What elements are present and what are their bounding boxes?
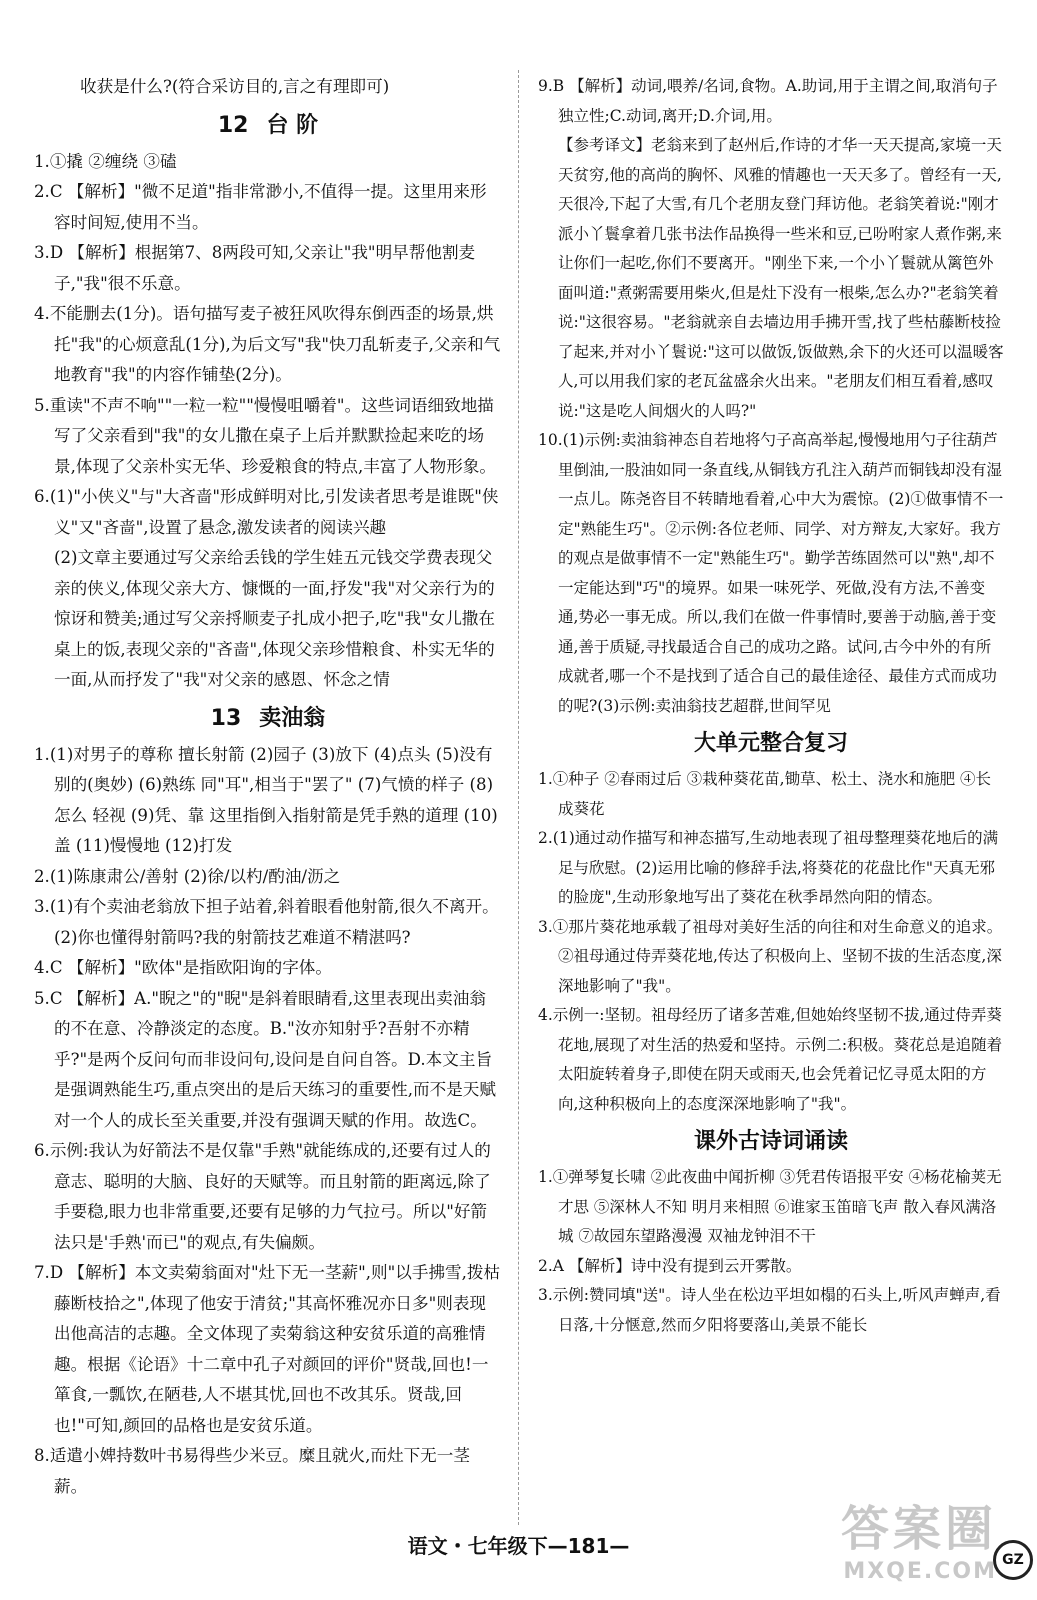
watermark-logo: 答案圈 [840, 1501, 997, 1557]
poetry-heading: 课外古诗词诵读 [693, 1129, 848, 1154]
left-column [34, 72, 502, 1502]
answer-item: 1.(1)对男子的尊称 擅长射箭 (2)园子 (3)放下 (4)点头 (5)没有别的(奥妙) (6)熟练 同"耳",相当于"罢了" (7)气愤的样子 (8)怎么 轻视 (9)凭、靠 这里指倒入指射箭是凭手熟的道理 (10)盖 (11)慢慢地 (12)打发 [34, 744, 498, 855]
right-column [538, 72, 1004, 1340]
answer-item: 2.C 【解析】"微不足道"指非常渺小,不值得一提。这里用来形容时间短,使用不当。 [34, 182, 487, 232]
region-badge: GZ [993, 1540, 1033, 1580]
section-number: 13 [210, 705, 242, 731]
answer-item: 4.不能删去(1分)。语句描写麦子被狂风吹得东倒西歪的场景,烘托"我"的心烦意乱(1分),为后文写"我"快刀乱斩麦子,父亲和气地教育"我"的内容作铺垫(2分)。 [34, 304, 501, 384]
section-13-heading [34, 702, 502, 736]
answer-item: 1.①种子 ②春雨过后 ③栽种葵花苗,锄草、松土、浇水和施肥 ④长成葵花 [538, 770, 991, 818]
column-divider [518, 70, 519, 1525]
answer-item: 2.A 【解析】诗中没有提到云开雾散。 [538, 1256, 802, 1275]
answer-item: 3.D 【解析】根据第7、8两段可知,父亲让"我"明早帮他割麦子,"我"很不乐意。 [34, 243, 476, 293]
answer-item: 5.C 【解析】A."睨之"的"睨"是斜着眼睛看,这里表现出卖油翁的不在意、冷静淡定的态度。B."汝亦知射乎?吾射不亦精乎?"是两个反问句而非设问句,设问是自问自答。D.本文主旨是强调熟能生巧,重点突出的是后天练习的重要性,而不是天赋对一个人的成长至关重要,并没有强调天赋的作用。故选C。 [34, 988, 496, 1130]
reference-translation: 【参考译文】老翁来到了赵州后,作诗的才华一天天提高,家境一天天贫穷,他的高尚的胸怀、风雅的情趣也一天天多了。曾经有一天,天很冷,下起了大雪,有几个老朋友登门拜访他。老翁笑着说:"刚才派小丫鬟拿着几张书法作品换得一些米和豆,已吩咐家人煮作粥,来让你们一起吃,你们不要离开。"刚坐下来,一个小丫鬟就从篱笆外面叫道:"煮粥需要用柴火,但是灶下没有一根柴,怎么办?"老翁笑着说:"这很容易。"老翁就亲自去墙边用手拂开雪,找了些枯藤断枝捡了起来,并对小丫鬟说:"这可以做饭,饭做熟,余下的火还可以温暖客人,可以用我们家的老瓦盆盛余火出来。"老朋友们相互看着,感叹说:"这是吃人间烟火的人吗?" [558, 136, 1004, 420]
answer-item: 1.①撬 ②缠绕 ③磕 [34, 151, 177, 171]
answer-item: (2)文章主要通过写父亲给丢钱的学生娃五元钱交学费表现父亲的侠义,体现父亲大方、慷慨的一面,抒发"我"对父亲行为的惊讶和赞美;通过写父亲捋顺麦子扎成小把子,吃"我"女儿撒在桌上的饭,表现父亲的"吝啬",体现父亲珍惜粮食、朴实无华的一面,从而抒发了"我"对父亲的感恩、怀念之情 [54, 548, 495, 689]
section-12-heading [34, 109, 502, 143]
answer-item: 6.(1)"小侠义"与"大吝啬"形成鲜明对比,引发读者思考是谁既"侠义"又"吝啬",设置了悬念,激发读者的阅读兴趣 [34, 487, 499, 537]
answer-item: 10.(1)示例:卖油翁神态自若地将勺子高高举起,慢慢地用勺子往葫芦里倒油,一股油如同一条直线,从铜钱方孔注入葫芦而铜钱却没有湿一点儿。陈尧咨目不转睛地看着,心中大为震惊。(2)①做事情不一定"熟能生巧"。②示例:各位老师、同学、对方辩友,大家好。我方的观点是做事情不一定"熟能生巧"。勤学苦练固然可以"熟",却不一定能达到"巧"的境界。如果一味死学、死做,没有方法,不善变通,势必一事无成。所以,我们在做一件事情时,要善于动脑,善于变通,善于质疑,寻找最适合自己的成功之路。试问,古今中外的有所成就者,哪一个不是找到了适合自己的最佳途径、最佳方式而成功的呢?(3)示例:卖油翁技艺超群,世间罕见 [538, 431, 1004, 715]
answer-item: 3.①那片葵花地承载了祖母对美好生活的向往和对生命意义的追求。②祖母通过侍弄葵花地,传达了积极向上、坚韧不拔的生活态度,深深地影响了"我"。 [538, 917, 1003, 995]
answer-item: 5.重读"不声不响""一粒一粒""慢慢咀嚼着"。这些词语细致地描写了父亲看到"我"的女儿撒在桌子上后并默默捡起来吃的场景,体现了父亲朴实无华、珍爱粮食的特点,丰富了人物形象。 [34, 395, 496, 476]
answer-item: 4.示例一:坚韧。祖母经历了诸多苦难,但她始终坚韧不拔,通过侍弄葵花地,展现了对生活的热爱和坚持。示例二:积极。葵花总是追随着太阳旋转着身子,即使在阴天或雨天,也会凭着记忆寻觅太阳的方向,这种积极向上的态度深深地影响了"我"。 [538, 1006, 1003, 1113]
answer-item: 7.D 【解析】本文卖菊翁面对"灶下无一茎薪",则"以手拂雪,拨枯藤断枝拾之",体现了他安于清贫;"其高怀雅况亦日多"则表现出他高洁的志趣。全文体现了卖菊翁这种安贫乐道的高雅情趣。根据《论语》十二章中孔子对颜回的评价"贤哉,回也!一箪食,一瓢饮,在陋巷,人不堪其忧,回也不改其乐。贤哉,回也!"可知,颜回的品格也是安贫乐道。 [34, 1263, 501, 1435]
watermark-url: MXQE.COM [843, 1559, 997, 1584]
page-footer: 语文・七年级下—181— [407, 1534, 630, 1558]
answer-item: 9.B 【解析】动词,喂养/名词,食物。A.助词,用于主谓之间,取消句子独立性;C.动词,离开;D.介词,用。 [538, 77, 998, 125]
section-title: 台 阶 [266, 112, 319, 138]
answer-item: 3.示例:赞同填"送"。诗人坐在松边平坦如榻的石头上,听风声蝉声,看日落,十分惬意,然而夕阳将要落山,美景不能长 [538, 1286, 1001, 1334]
answer-item: 8.适遣小婢持数叶书易得些少米豆。糜且就火,而灶下无一茎薪。 [34, 1446, 470, 1496]
review-heading: 大单元整合复习 [693, 731, 848, 756]
answer-item: 2.(1)陈康肃公/善射 (2)徐/以杓/酌油/沥之 [34, 866, 341, 886]
section-title: 卖油翁 [259, 705, 326, 731]
answer-item: 4.C 【解析】"欧体"是指欧阳询的字体。 [34, 958, 332, 977]
answer-item: 6.示例:我认为好箭法不是仅靠"手熟"就能练成的,还要有过人的意志、聪明的大脑、良好的天赋等。而且射箭的距离远,除了手要稳,眼力也非常重要,还要有足够的力气拉弓。所以"好箭法只是'手熟'而已"的观点,有失偏颇。 [34, 1141, 491, 1252]
answer-item: 3.(1)有个卖油老翁放下担子站着,斜着眼看他射箭,很久不离开。(2)你也懂得射箭吗?我的射箭技艺难道不精湛吗? [34, 897, 499, 947]
answer-item: 2.(1)通过动作描写和神态描写,生动地表现了祖母整理葵花地后的满足与欣慰。(2)运用比喻的修辞手法,将葵花的花盘比作"天真无邪的脸庞",生动形象地写出了葵花在秋季昂然向阳的情态。 [538, 829, 999, 906]
answer-item: 1.①弹琴复长啸 ②此夜曲中闻折柳 ③凭君传语报平安 ④杨花榆荚无才思 ⑤深林人不知 明月来相照 ⑥谁家玉笛暗飞声 散入春风满洛城 ⑦故园东望路漫漫 双袖龙钟泪不干 [538, 1168, 1002, 1245]
section-number: 12 [217, 112, 249, 138]
intro-line: 收获是什么?(符合采访目的,言之有理即可) [80, 77, 390, 96]
